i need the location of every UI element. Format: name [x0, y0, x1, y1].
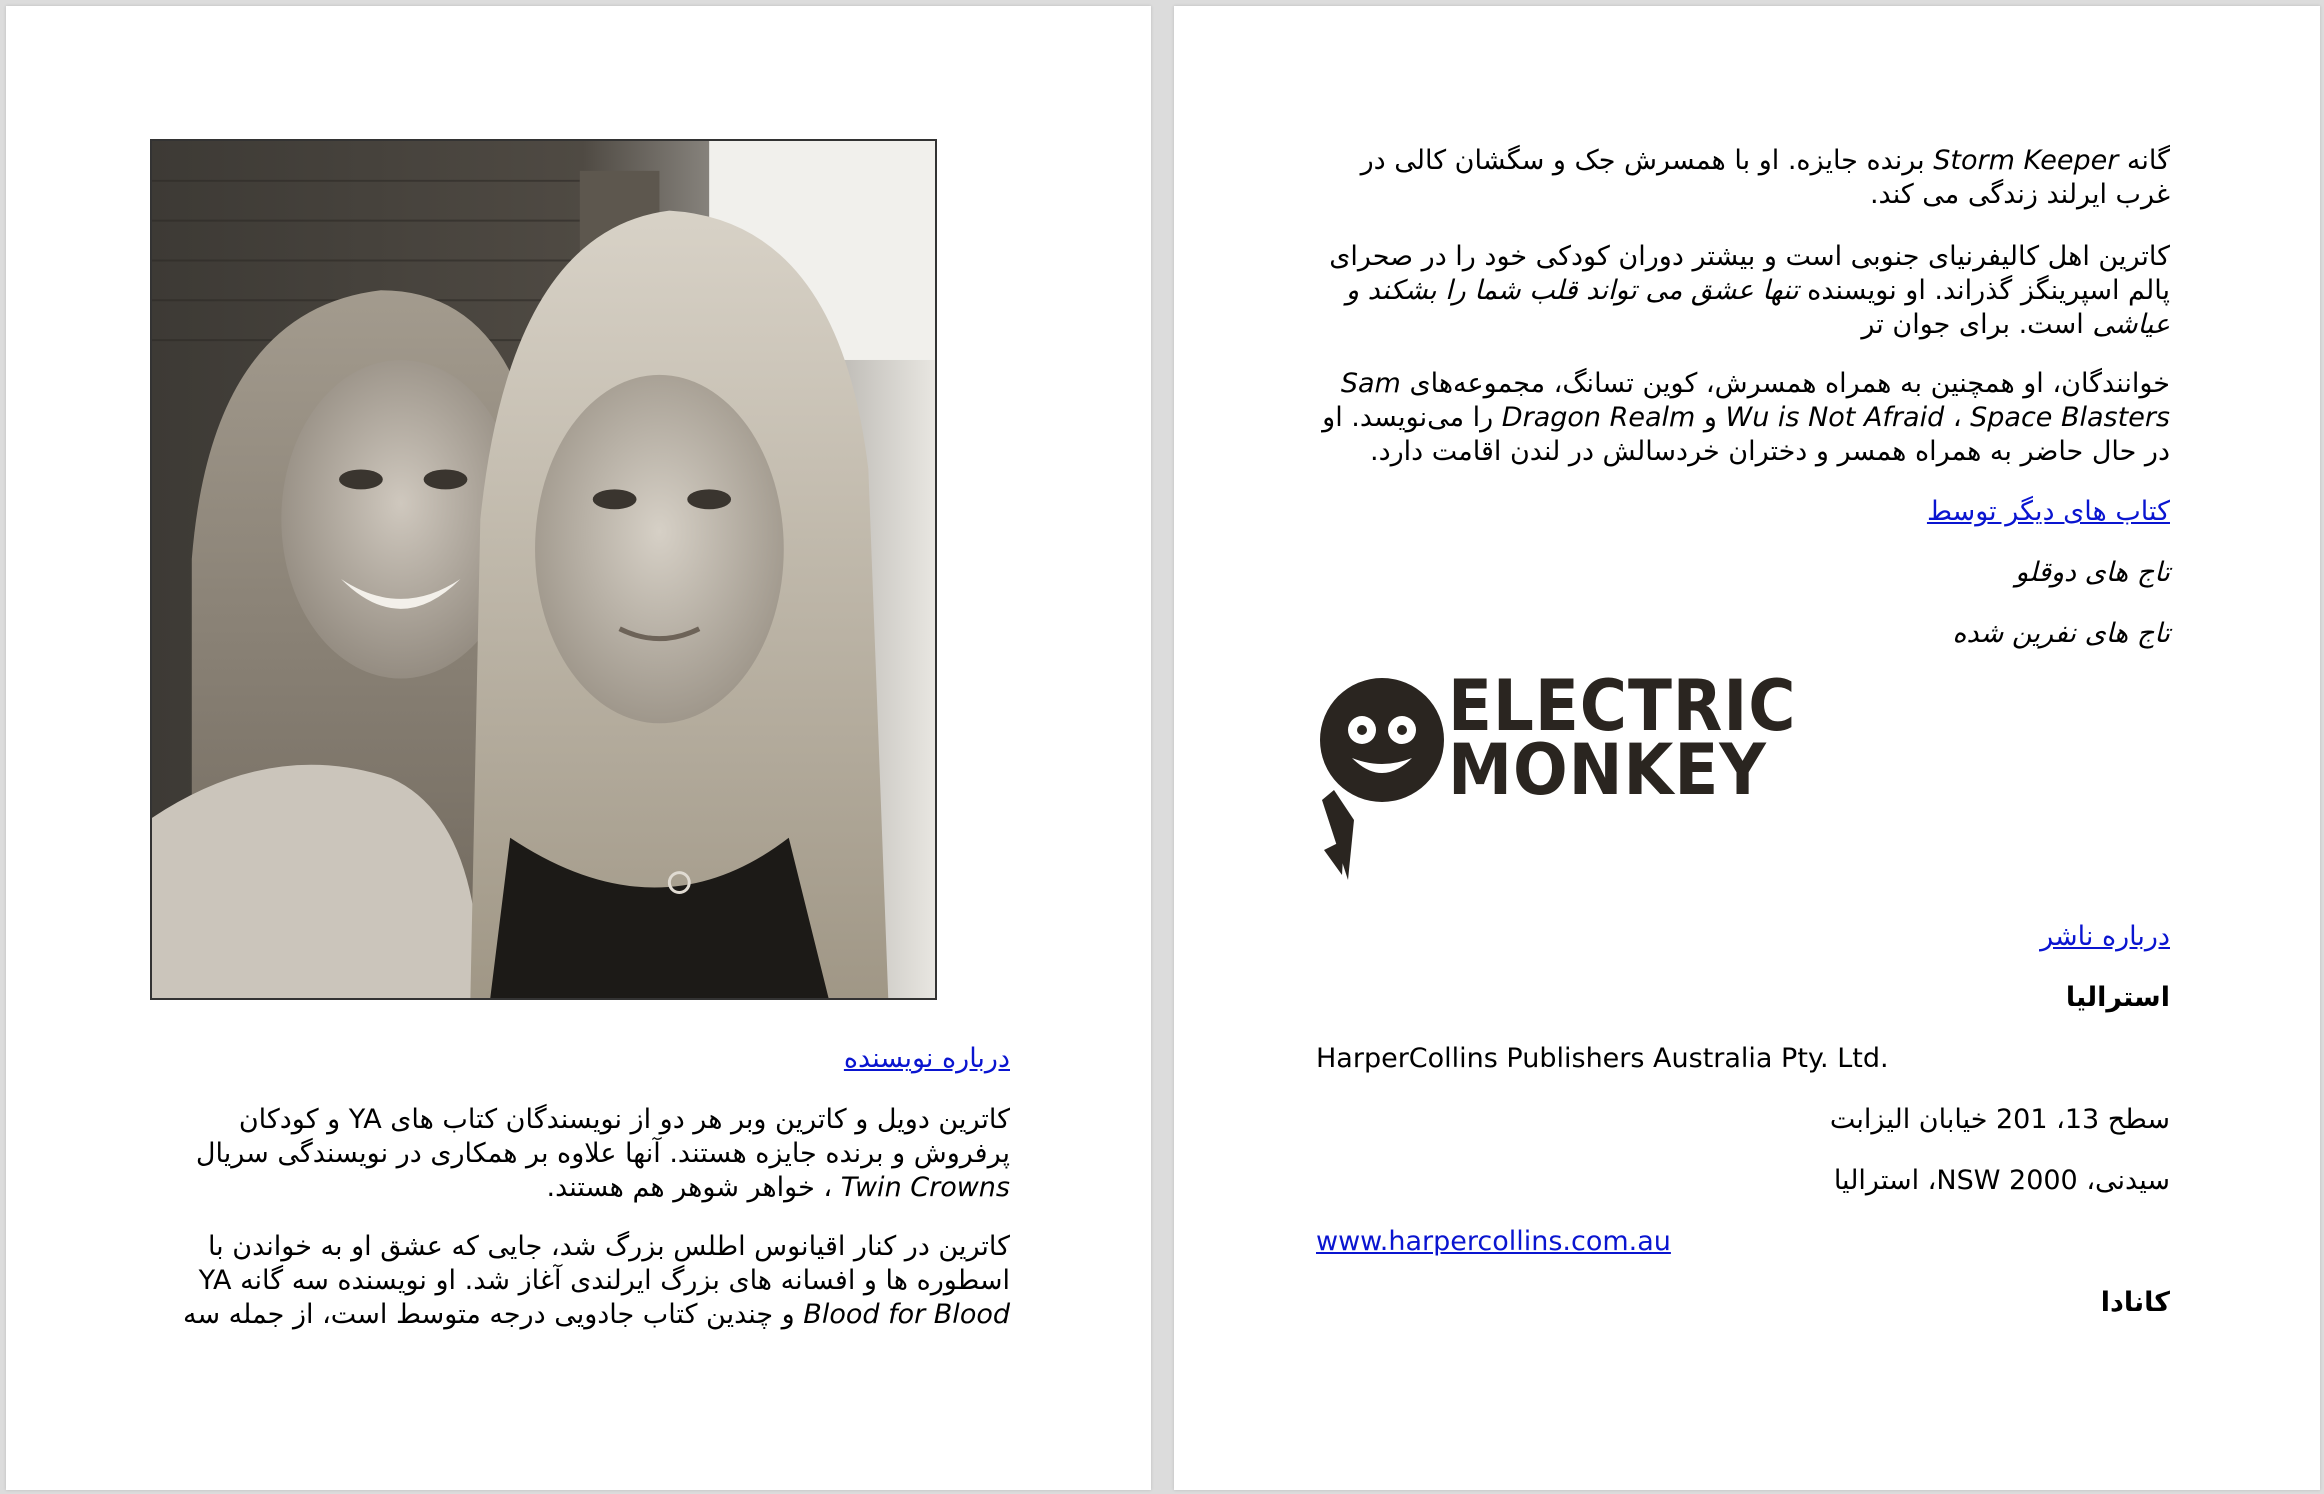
bio-p1-text-b: برنده جایزه. او با همسرش جک و سگشان کالی در غرب ایرلند زندگی می کند. — [1360, 145, 2170, 210]
author-para1-text-a: کاترین دویل و کاترین وبر هر دو از نویسندگان کتاب های YA و کودکان پرفروش و برنده جایزه هستند. آنها علاوه بر همکاری در نویسندگی سریال — [195, 1104, 1010, 1169]
bio-p3-sep2: و — [1695, 402, 1726, 433]
author-para2-text-a: کاترین در کنار اقیانوس اطلس بزرگ شد، جایی که عشق او به خواندن با اسطوره ها و افسانه های بزرگ ایرلندی آغاز شد. او نویسنده سه گانه YA — [198, 1231, 1010, 1296]
bio-p2-text-a: کاترین اهل کالیفرنیای جنوبی است و بیشتر دوران کودکی خود را در صحرای پالم اسپرینگز گذراند. او نویسنده — [1329, 241, 2170, 306]
author-photo-image — [152, 141, 935, 998]
about-publisher-section — [1310, 920, 2170, 954]
monkey-head-lightning-icon — [1314, 670, 1454, 890]
series-title: Twin Crowns — [840, 1172, 1010, 1203]
country-heading-canada — [1310, 1286, 2170, 1320]
bio-p1-text-a: گانه — [2118, 145, 2170, 176]
address-line1-text: سطح 13، 201 خیابان الیزابت — [1829, 1104, 2170, 1135]
bio-paragraph-2 — [1310, 240, 2170, 342]
bio-p3-text-a: خوانندگان، او همچنین به همراه همسرش، کوین تسانگ، مجموعه‌های — [1400, 368, 2170, 399]
series-title-dragon-realm: Dragon Realm — [1501, 402, 1696, 433]
bio-p2-text-b: است. برای جوان تر — [1861, 309, 2093, 340]
author-paragraph-1 — [146, 1103, 1010, 1205]
other-books-link[interactable]: کتاب های دیگر توسط — [1926, 496, 2170, 527]
about-author-link[interactable]: درباره نویسنده — [843, 1043, 1010, 1074]
book-title-1: تاج های دوقلو — [2015, 557, 2170, 588]
country-canada-text: کانادا — [2100, 1287, 2170, 1318]
logo-text-line2: MONKEY — [1448, 729, 1767, 811]
author-para2-text-b: و چندین کتاب جادویی درجه متوسط است، از جمله سه — [182, 1299, 804, 1330]
author-para1-text-b: ، خواهر شوهر هم هستند. — [546, 1172, 841, 1203]
right-page — [1174, 6, 2320, 1490]
series-title-sam-wu: Sam Wu is Not Afraid — [1340, 368, 1945, 433]
electric-monkey-logo — [1314, 665, 1797, 890]
bio-paragraph-3 — [1310, 367, 2170, 469]
address-line-2 — [1310, 1164, 2170, 1198]
bio-paragraph-1 — [1310, 144, 2170, 212]
series-title-space-blasters: Space Blasters — [1970, 402, 2170, 433]
bio-p3-text-b: را می‌نویسد. او در حال حاضر به همراه همسر و دختران خردسالش در لندن اقامت دارد. — [1322, 402, 2170, 467]
book-item-1 — [1310, 556, 2170, 590]
website-section — [1316, 1225, 2176, 1259]
about-author-section — [146, 1042, 1010, 1076]
publisher-name — [1316, 1042, 2176, 1076]
bio-p3-sep1: ، — [1944, 402, 1971, 433]
left-page — [6, 6, 1151, 1490]
author-paragraph-2 — [146, 1230, 1010, 1332]
logo-text-line1: ELECTRIC — [1448, 665, 1797, 747]
country-heading-australia — [1310, 981, 2170, 1015]
book-title-blood-for-blood: Blood for Blood — [803, 1299, 1010, 1330]
book-title-storm-keeper: Storm Keeper — [1933, 145, 2119, 176]
other-books-section — [1310, 495, 2170, 529]
publisher-name-text: HarperCollins Publishers Australia Pty. Ltd. — [1316, 1043, 1889, 1074]
address-line-1 — [1310, 1103, 2170, 1137]
book-title-only-love: تنها عشق می تواند قلب شما را بشکند و عیاشی — [1346, 275, 2170, 340]
website-link[interactable]: www.harpercollins.com.au — [1316, 1226, 1671, 1257]
country-australia-text: استرالیا — [2065, 982, 2170, 1013]
author-photo — [150, 139, 937, 1000]
book-title-2: تاج های نفرین شده — [1952, 618, 2170, 649]
book-item-2 — [1310, 617, 2170, 651]
address-line2-text: سیدنی، NSW 2000، استرالیا — [1833, 1165, 2170, 1196]
about-publisher-link[interactable]: درباره ناشر — [2040, 921, 2170, 952]
